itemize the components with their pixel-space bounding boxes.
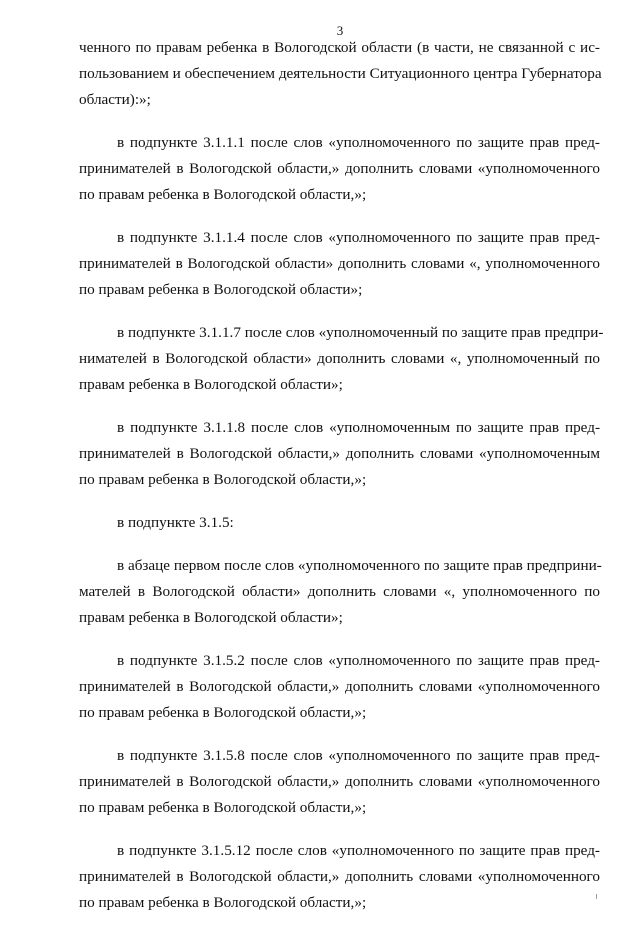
paragraph	[79, 553, 600, 631]
page-number: 3	[336, 23, 344, 38]
paragraph-line: принимателей в Вологодской области» дополнить словами «, уполномоченного	[79, 255, 600, 272]
paragraph-line: принимателей в Вологодской области,» дополнить словами «уполномоченным	[79, 445, 600, 462]
paragraph-line: в абзаце первом после слов «уполномоченного по защите прав предприни-	[117, 557, 602, 574]
document-body	[79, 35, 604, 933]
paragraph-line: по правам ребенка в Вологодской области»;	[79, 281, 363, 298]
paragraph-line: по правам ребенка в Вологодской области,»;	[79, 471, 367, 488]
paragraph-line: в подпункте 3.1.5.2 после слов «уполномоченного по защите прав пред-	[117, 652, 600, 669]
paragraph	[79, 225, 600, 303]
paragraph-line: мателей в Вологодской области» дополнить словами «, уполномоченного по	[79, 583, 600, 600]
paragraph-line: в подпункте 3.1.1.7 после слов «уполномоченный по защите прав предпри-	[117, 324, 604, 341]
paragraph-line: области):»;	[79, 91, 151, 108]
paragraph	[79, 35, 600, 113]
paragraph-line: правам ребенка в Вологодской области»;	[79, 609, 343, 626]
paragraph	[79, 130, 600, 208]
paragraph-line: по правам ребенка в Вологодской области,»;	[79, 186, 367, 203]
paragraph-line: по правам ребенка в Вологодской области,»;	[79, 704, 367, 721]
paragraph-line: правам ребенка в Вологодской области»;	[79, 376, 343, 393]
paragraph	[79, 510, 600, 536]
paragraph-line: в подпункте 3.1.1.8 после слов «уполномоченным по защите прав пред-	[117, 419, 600, 436]
paragraph-line: в подпункте 3.1.5.12 после слов «уполномоченного по защите прав пред-	[117, 842, 600, 859]
paragraph-line: ченного по правам ребенка в Вологодской области (в части, не связанной с ис-	[79, 39, 600, 56]
paragraph	[79, 320, 604, 398]
paragraph-line: принимателей в Вологодской области,» дополнить словами «уполномоченного	[79, 678, 600, 695]
paragraph	[79, 743, 600, 821]
paragraph	[79, 838, 600, 916]
paragraph-line: нимателей в Вологодской области» дополнить словами «, уполномоченный по	[79, 350, 600, 367]
paragraph-line: в подпункте 3.1.1.4 после слов «уполномоченного по защите прав пред-	[117, 229, 600, 246]
paragraph-line: по правам ребенка в Вологодской области,»;	[79, 799, 367, 816]
paragraph	[79, 648, 600, 726]
paragraph-line: принимателей в Вологодской области,» дополнить словами «уполномоченного	[79, 773, 600, 790]
paragraph-line: принимателей в Вологодской области,» дополнить словами «уполномоченного	[79, 160, 600, 177]
paragraph-line: пользованием и обеспечением деятельности Ситуационного центра Губернатора	[79, 65, 602, 82]
paragraph-line: в подпункте 3.1.1.1 после слов «уполномоченного по защите прав пред-	[117, 134, 600, 151]
paragraph-line: принимателей в Вологодской области,» дополнить словами «уполномоченного	[79, 868, 600, 885]
paragraph-line: по правам ребенка в Вологодской области,»;	[79, 894, 367, 911]
paragraph	[79, 415, 600, 493]
paragraph-line: в подпункте 3.1.5:	[117, 514, 234, 531]
paragraph-line: в подпункте 3.1.5.8 после слов «уполномоченного по защите прав пред-	[117, 747, 600, 764]
scan-mark	[596, 894, 597, 899]
